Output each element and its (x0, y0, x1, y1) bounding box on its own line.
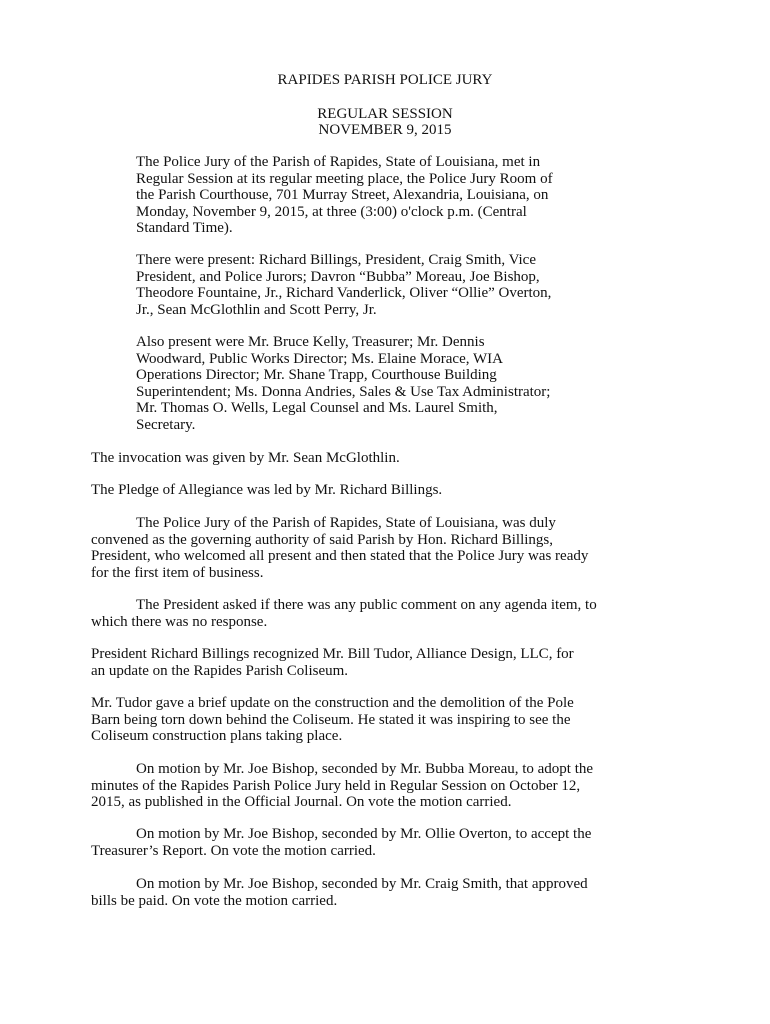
text-line: On motion by Mr. Joe Bishop, seconded by Mr. Bubba Moreau, to adopt the (136, 761, 594, 777)
text-line: convened as the governing authority of said Parish by Hon. Richard Billings, (91, 531, 554, 548)
text-line: Barn being torn down behind the Coliseum. He stated it was inspiring to see the (91, 711, 571, 728)
text-line: Mr. Tudor gave a brief update on the construction and the demolition of the Pole (91, 695, 574, 711)
text-line: Theodore Fountaine, Jr., Richard Vanderlick, Oliver “Ollie” Overton, (136, 285, 552, 301)
text-line: an update on the Rapides Parish Coliseum. (91, 662, 349, 679)
session-type: REGULAR SESSION (317, 106, 453, 122)
text-line: President, and Police Jurors; Davron “Bubba” Moreau, Joe Bishop, (136, 268, 540, 285)
text-line: Also present were Mr. Bruce Kelly, Treasurer; Mr. Dennis (136, 334, 485, 350)
text-line: The Police Jury of the Parish of Rapides, State of Louisiana, was duly (136, 515, 556, 531)
text-line: The President asked if there was any public comment on any agenda item, to (136, 597, 597, 613)
pledge-paragraph: The Pledge of Allegiance was led by Mr. Richard Billings. (91, 482, 443, 498)
text-line: There were present: Richard Billings, President, Craig Smith, Vice (136, 252, 536, 268)
text-line: On motion by Mr. Joe Bishop, seconded by Mr. Craig Smith, that approved (136, 876, 588, 892)
session-date: NOVEMBER 9, 2015 (318, 122, 452, 138)
text-line: President, who welcomed all present and then stated that the Police Jury was ready (91, 548, 589, 564)
recognition-paragraph (91, 646, 574, 679)
bills-motion-paragraph (91, 876, 588, 909)
invocation-paragraph: The invocation was given by Mr. Sean McGlothlin. (91, 450, 400, 466)
text-line: 2015, as published in the Official Journal. On vote the motion carried. (91, 794, 512, 810)
staff-present-paragraph (136, 334, 550, 433)
text-line: On motion by Mr. Joe Bishop, seconded by Mr. Ollie Overton, to accept the (136, 826, 592, 842)
text-line: Treasurer’s Report. On vote the motion carried. (91, 842, 376, 859)
text-line: Mr. Thomas O. Wells, Legal Counsel and Ms. Laurel Smith, (136, 400, 498, 416)
tudor-update-paragraph (91, 695, 574, 745)
text-line: bills be paid. On vote the motion carried. (91, 892, 338, 909)
text-line: Jr., Sean McGlothlin and Scott Perry, Jr. (136, 301, 377, 318)
text-line: Monday, November 9, 2015, at three (3:00) o'clock p.m. (Central (136, 203, 527, 220)
treasurer-motion-paragraph (91, 826, 591, 859)
text-line: Coliseum construction plans taking place. (91, 728, 343, 744)
text-line: Operations Director; Mr. Shane Trapp, Courthouse Building (136, 367, 497, 383)
convened-paragraph (91, 515, 588, 581)
text-line: for the first item of business. (91, 564, 264, 581)
text-line: President Richard Billings recognized Mr. Bill Tudor, Alliance Design, LLC, for (91, 646, 574, 662)
text-line: minutes of the Rapides Parish Police Jury held in Regular Session on October 12, (91, 777, 581, 794)
minutes-motion-paragraph (91, 761, 593, 811)
text-line: Superintendent; Ms. Donna Andries, Sales & Use Tax Administrator; (136, 383, 551, 400)
text-line: Secretary. (136, 416, 196, 433)
text-line: The Police Jury of the Parish of Rapides, State of Louisiana, met in (136, 154, 541, 170)
text-line: Standard Time). (136, 220, 233, 236)
meeting-paragraph (136, 154, 553, 237)
text-line: the Parish Courthouse, 701 Murray Street, Alexandria, Louisiana, on (136, 187, 549, 203)
document-title: RAPIDES PARISH POLICE JURY (277, 72, 493, 88)
text-line: Regular Session at its regular meeting place, the Police Jury Room of (136, 170, 553, 187)
public-comment-paragraph (91, 597, 597, 630)
text-line: Woodward, Public Works Director; Ms. Elaine Morace, WIA (136, 350, 503, 367)
text-line: which there was no response. (91, 613, 268, 630)
attendance-paragraph (136, 252, 551, 318)
